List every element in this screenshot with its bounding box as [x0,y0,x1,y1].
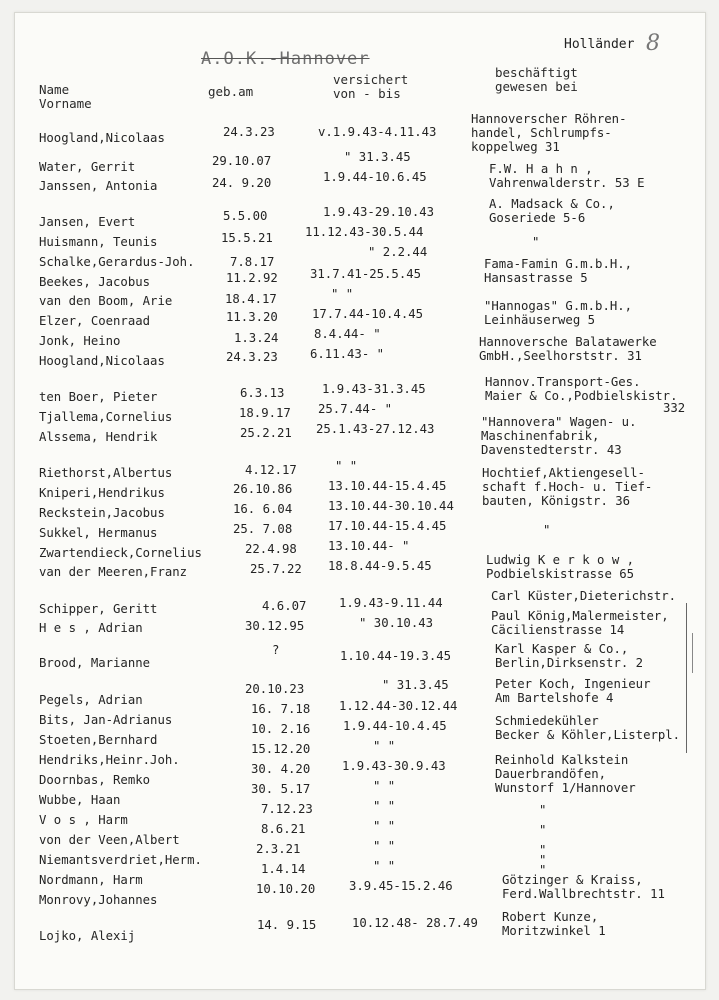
name-cell: Niemantsverdriet,Herm. [39,853,202,867]
employer-line: Leinhäuserweg 5 [484,313,596,327]
name-cell: Janssen, Antonia [39,179,158,193]
name-cell: Kniperi,Hendrikus [39,486,165,500]
period-cell: 18.8.44-9.5.45 [328,559,432,573]
name-cell: Hoogland,Nicolaas [39,131,165,145]
employer-line: Robert Kunze, [502,910,599,924]
period-cell: 1.9.43-9.11.44 [339,596,443,610]
employer-line: A. Madsack & Co., [489,197,615,211]
name-cell: V o s , Harm [39,813,128,827]
period-cell: 1.12.44-30.12.44 [339,699,458,713]
birthdate-cell: 7.8.17 [230,255,275,269]
category-label: Holländer [564,37,635,52]
employer-line: Maier & Co.,Podbielskistr. [485,389,678,403]
name-cell: Nordmann, Harm [39,873,143,887]
name-cell: Bits, Jan-Adrianus [39,713,173,727]
birthdate-cell: 4.6.07 [262,599,307,613]
name-cell: Tjallema,Cornelius [39,410,173,424]
name-cell: von der Veen,Albert [39,833,180,847]
period-cell: 1.9.43-31.3.45 [322,382,426,396]
header-vorname: Vorname [39,96,92,111]
employer-line: " [543,523,551,537]
birthdate-cell: 24. 9.20 [212,176,272,190]
birthdate-cell: 4.12.17 [245,463,297,477]
name-cell: van den Boom, Arie [39,294,173,308]
birthdate-cell: 11.3.20 [226,310,278,324]
birthdate-cell: 14. 9.15 [257,918,317,932]
name-cell: Beekes, Jacobus [39,275,151,289]
name-cell: Elzer, Coenraad [39,314,151,328]
birthdate-cell: 8.6.21 [261,822,306,836]
name-cell: Reckstein,Jacobus [39,506,165,520]
name-cell: Huismann, Teunis [39,235,158,249]
period-cell: 13.10.44-30.10.44 [328,499,454,513]
employer-line: " [539,803,547,817]
name-cell: Brood, Marianne [39,656,151,670]
name-cell: Pegels, Adrian [39,693,143,707]
employer-line: Carl Küster,Dieterichstr. [491,589,677,603]
period-cell: 11.12.43-30.5.44 [305,225,424,239]
employer-line: Paul König,Malermeister, [491,609,669,623]
period-cell: " 30.10.43 [359,616,434,630]
employer-line: Hannoversche Balatawerke [479,335,657,349]
period-cell: 1.9.44-10.4.45 [343,719,447,733]
birthdate-cell: 16. 7.18 [251,702,311,716]
employer-line: schaft f.Hoch- u. Tief- [482,480,653,494]
employer-line: Reinhold Kalkstein [495,753,629,767]
name-cell: Lojko, Alexij [39,929,136,943]
birthdate-cell: 30. 4.20 [251,762,311,776]
period-cell: 25.7.44- " [318,402,393,416]
employer-line: Peter Koch, Ingenieur [495,677,651,691]
employer-line: " [539,823,547,837]
birthdate-cell: 10.10.20 [256,882,316,896]
birthdate-cell: 6.3.13 [240,386,285,400]
period-cell: 3.9.45-15.2.46 [349,879,453,893]
period-cell: " " [373,799,396,813]
birthdate-cell: 30.12.95 [245,619,305,633]
birthdate-cell: 25.2.21 [240,426,292,440]
employer-line: " [539,843,547,857]
header-insured-period: von - bis [333,86,401,101]
employer-line: Schmiedekühler [495,714,599,728]
header-name: Name [39,82,70,97]
employer-line: Vahrenwalderstr. 53 E [489,176,645,190]
birthdate-cell: 15.12.20 [251,742,311,756]
birthdate-cell: 25.7.22 [250,562,302,576]
name-cell: Schalke,Gerardus-Joh. [39,255,195,269]
period-cell: 25.1.43-27.12.43 [316,422,435,436]
period-cell: v.1.9.43-4.11.43 [318,125,437,139]
employer-line: Hochtief,Aktiengesell- [482,466,645,480]
employer-line: Goseriede 5-6 [489,211,586,225]
birthdate-cell: 30. 5.17 [251,782,311,796]
name-cell: Alssema, Hendrik [39,430,158,444]
employer-line: Cäcilienstrasse 14 [491,623,625,637]
period-cell: " " [331,287,354,301]
period-cell: 6.11.43- " [310,347,385,361]
employer-line: Podbielskistrasse 65 [486,567,635,581]
period-cell: " " [335,459,358,473]
employer-line: Götzinger & Kraiss, [502,873,643,887]
birthdate-cell: 20.10.23 [245,682,305,696]
handwritten-number: 8 [646,31,660,56]
margin-line [686,603,687,753]
name-cell: ten Boer, Pieter [39,390,158,404]
name-cell: Jansen, Evert [39,215,136,229]
period-cell: " 2.2.44 [368,245,428,259]
birthdate-cell: 24.3.23 [223,125,275,139]
period-cell: 1.9.43-29.10.43 [323,205,435,219]
employer-line: GmbH.,Seelhorststr. 31 [479,349,642,363]
employer-line: Am Bartelshofe 4 [495,691,614,705]
employer-line: Berlin,Dirksenstr. 2 [495,656,644,670]
employer-line: " [539,853,547,867]
header-born: geb.am [208,84,254,99]
period-cell: 31.7.41-25.5.45 [310,267,422,281]
name-cell: H e s , Adrian [39,621,143,635]
birthdate-cell: 11.2.92 [226,271,278,285]
employer-line: Wunstorf 1/Hannover [495,781,636,795]
name-cell: Riethorst,Albertus [39,466,173,480]
period-cell: 17.10.44-15.4.45 [328,519,447,533]
employer-line: bauten, Königstr. 36 [482,494,631,508]
period-cell: 13.10.44- " [328,539,410,553]
employer-line: Becker & Köhler,Listerpl. [495,728,681,742]
employer-line: "Hannogas" G.m.b.H., [484,299,633,313]
birthdate-cell: 26.10.86 [233,482,293,496]
name-cell: Doornbas, Remko [39,773,151,787]
period-cell: " 31.3.45 [382,678,449,692]
period-cell: 17.7.44-10.4.45 [312,307,424,321]
period-cell: 8.4.44- " [314,327,381,341]
office-stamp: A.O.K.-Hannover [201,49,370,69]
document-page [14,12,706,990]
employer-line: Moritzwinkel 1 [502,924,606,938]
employer-line: koppelweg 31 [471,140,560,154]
employer-line: Karl Kasper & Co., [495,642,629,656]
birthdate-cell: 24.3.23 [226,350,278,364]
employer-line: Fama-Famin G.m.b.H., [484,257,633,271]
employer-line: Hannov.Transport-Ges. [485,375,641,389]
birthdate-cell: 29.10.07 [212,154,272,168]
name-cell: Schipper, Geritt [39,602,158,616]
birthdate-cell: 1.3.24 [234,331,279,345]
birthdate-cell: 1.4.14 [261,862,306,876]
birthdate-cell: 2.3.21 [256,842,301,856]
name-cell: Zwartendieck,Cornelius [39,546,202,560]
period-cell: 1.9.43-30.9.43 [342,759,446,773]
birthdate-cell: 18.9.17 [239,406,291,420]
birthdate-cell: 10. 2.16 [251,722,311,736]
birthdate-cell: 5.5.00 [223,209,268,223]
employer-line: " [532,235,540,249]
employer-line: Maschinenfabrik, [481,429,600,443]
period-cell: " " [373,859,396,873]
name-cell: Hendriks,Heinr.Joh. [39,753,180,767]
period-cell: 13.10.44-15.4.45 [328,479,447,493]
employer-line: Hansastrasse 5 [484,271,588,285]
name-cell: Jonk, Heino [39,334,121,348]
birthdate-cell: 22.4.98 [245,542,297,556]
period-cell: 1.9.44-10.6.45 [323,170,427,184]
birthdate-cell: 7.12.23 [261,802,313,816]
birthdate-cell: 25. 7.08 [233,522,293,536]
birthdate-cell: 18.4.17 [225,292,277,306]
employer-line: Ludwig K e r k o w , [486,553,635,567]
name-cell: Sukkel, Hermanus [39,526,158,540]
margin-line [692,633,693,673]
employer-line: "Hannovera" Wagen- u. [481,415,637,429]
name-cell: Water, Gerrit [39,160,136,174]
employer-line: F.W. H a h n , [489,162,593,176]
employer-line: Ferd.Wallbrechtstr. 11 [502,887,665,901]
period-cell: 10.12.48- 28.7.49 [352,916,478,930]
name-cell: Hoogland,Nicolaas [39,354,165,368]
name-cell: Monrovy,Johannes [39,893,158,907]
period-cell: " " [373,819,396,833]
employer-line: " [539,863,547,877]
period-cell: " " [373,839,396,853]
period-cell: " " [373,739,396,753]
name-cell: Wubbe, Haan [39,793,121,807]
header-insured: versichert [333,72,409,87]
employer-line: 332 [663,401,686,415]
name-cell: van der Meeren,Franz [39,565,188,579]
period-cell: " 31.3.45 [344,150,411,164]
birthdate-cell: ? [272,643,280,657]
employer-line: handel, Schlrumpfs- [471,126,612,140]
birthdate-cell: 16. 6.04 [233,502,293,516]
employer-line: Dauerbrandöfen, [495,767,607,781]
name-cell: Stoeten,Bernhard [39,733,158,747]
period-cell: " " [373,779,396,793]
header-employer: gewesen bei [495,79,578,94]
employer-line: Hannoverscher Röhren- [471,112,627,126]
employer-line: Davenstedterstr. 43 [481,443,622,457]
header-employed: beschäftigt [495,65,578,80]
period-cell: 1.10.44-19.3.45 [340,649,452,663]
birthdate-cell: 15.5.21 [221,231,273,245]
